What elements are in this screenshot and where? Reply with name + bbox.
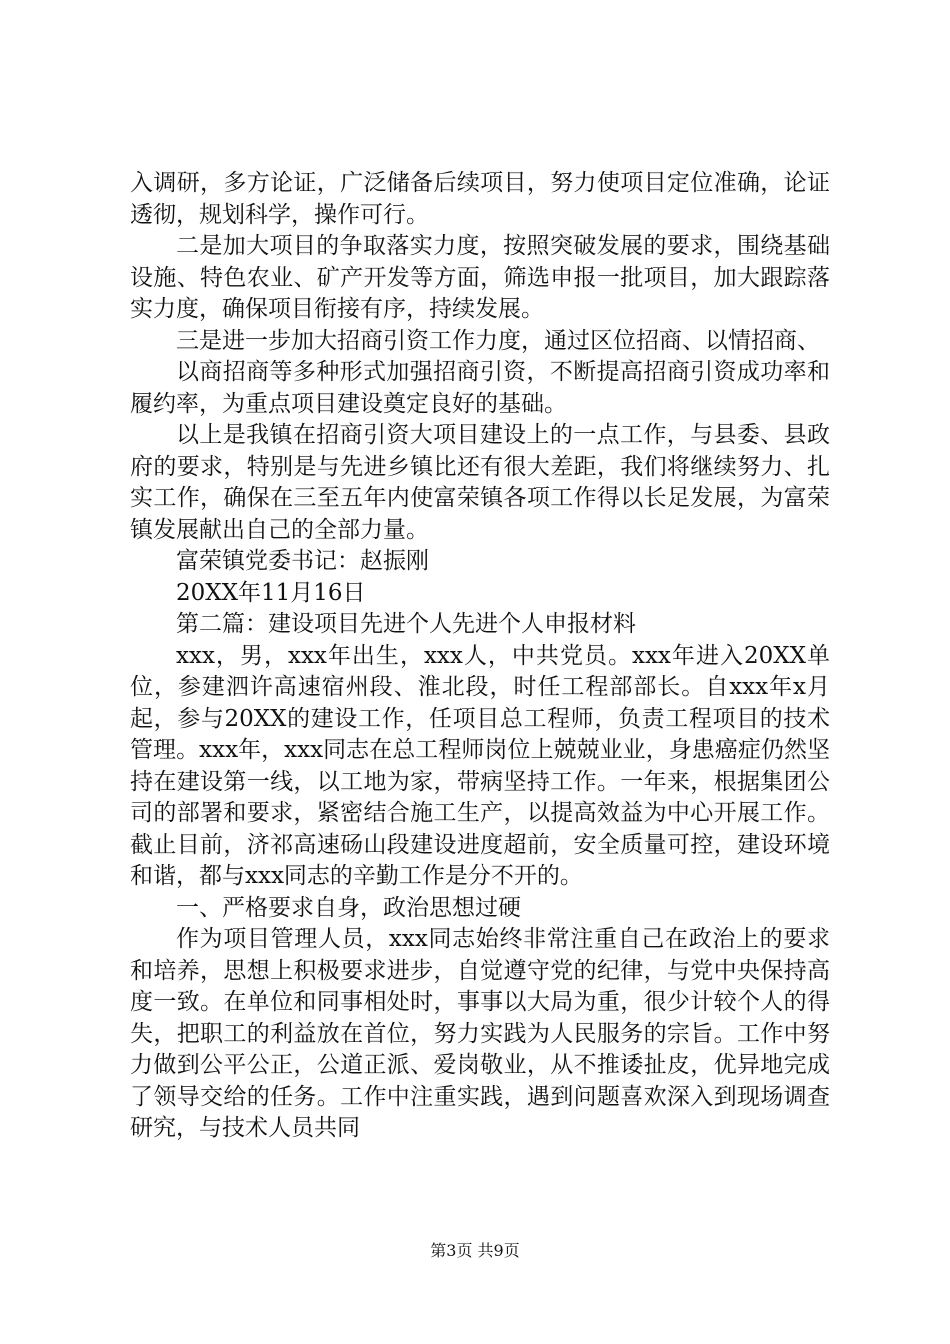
paragraph-11: 作为项目管理人员，xxx同志始终非常注重自己在政治上的要求和培养，思想上积极要求进步，自觉遵守党的纪律，与党中央保持高度一致。在单位和同事相处时，事事以大局为重，很少计较个人的得失，把职工的利益放在首位，努力实践为人民服务的宗旨。工作中努力做到公平公正，公道正派、爱岗敬业，从不推诿扯皮，优异地完成了领导交给的任务。工作中注重实践，遇到问题喜欢深入到现场调查研究，与技术人员共同 [130, 926, 830, 1141]
paragraph-3: 三是进一步加大招商引资工作力度，通过区位招商、以情招商、 [176, 327, 820, 354]
page-footer: 第3页 共9页 [430, 1241, 520, 1260]
section-heading: 第二篇：建设项目先进个人先进个人申报材料 [176, 611, 636, 637]
paragraph-1: 入调研，多方论证，广泛储备后续项目，努力使项目定位准确，论证透彻，规划科学，操作可行。 [130, 170, 830, 228]
subheading: 一、严格要求自身，政治思想过硬 [176, 894, 521, 921]
paragraph-4: 以商招商等多种形式加强招商引资，不断提高招商引资成功率和履约率，为重点项目建设奠定良好的基础。 [130, 359, 830, 417]
signature-line: 富荣镇党委书记：赵振刚 [176, 548, 429, 574]
paragraph-5: 以上是我镇在招商引资大项目建设上的一点工作，与县委、县政府的要求，特别是与先进乡镇比还有很大差距，我们将继续努力、扎实工作，确保在三至五年内使富荣镇各项工作得以长足发展，为富荣镇发展献出自己的全部力量。 [130, 422, 830, 543]
date-line: 20XX年11月16日 [176, 579, 366, 606]
document-body [130, 168, 830, 1145]
paragraph-2: 二是加大项目的争取落实力度，按照突破发展的要求，围绕基础设施、特色农业、矿产开发等方面，筛选申报一批项目，加大跟踪落实力度，确保项目衔接有序，持续发展。 [130, 233, 830, 322]
paragraph-9: xxx，男，xxx年出生，xxx人，中共党员。xxx年进入20XX单位，参建泗许高速宿州段、淮北段，时任工程部部长。自xxx年x月起，参与20XX的建设工作，任项目总工程师，负责工程项目的技术管理。xxx年，xxx同志在总工程师岗位上兢兢业业，身患癌症仍然坚持在建设第一线，以工地为家，带病坚持工作。一年来，根据集团公司的部署和要求，紧密结合施工生产，以提高效益为中心开展工作。截止目前，济祁高速砀山段建设进度超前，安全质量可控，建设环境和谐，都与xxx同志的辛勤工作是分不开的。 [130, 642, 830, 889]
